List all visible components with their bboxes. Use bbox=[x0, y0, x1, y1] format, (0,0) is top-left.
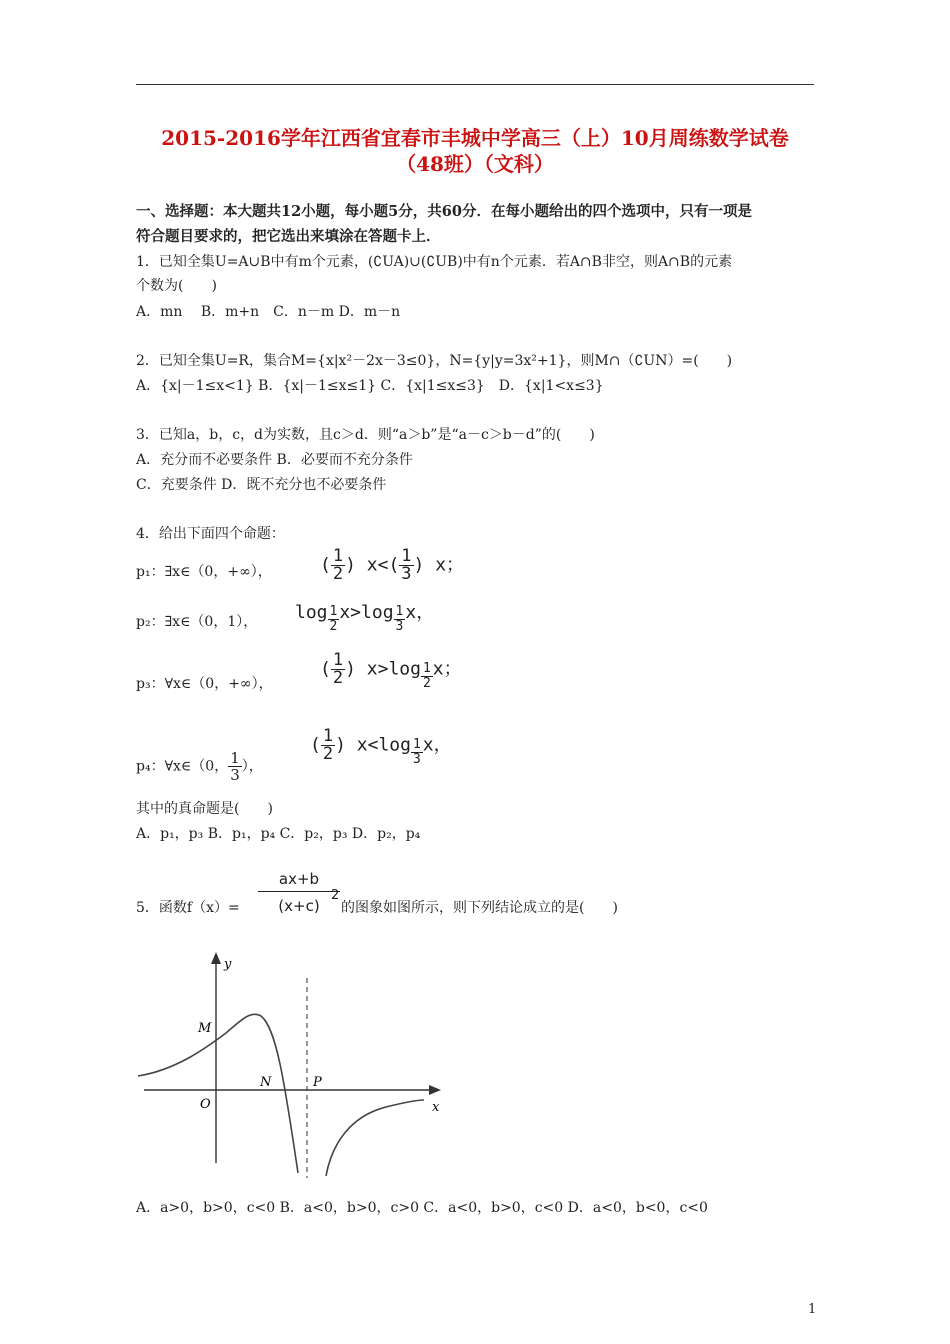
curve-left-branch bbox=[138, 1014, 298, 1173]
q3-options-ab: A．充分而不必要条件 B．必要而不充分条件 bbox=[136, 452, 413, 468]
q5-options: A．a>0，b>0，c<0 B．a<0，b>0，c>0 C．a<0，b>0，c<0 D．a<0，b<0，c<0 bbox=[136, 1200, 708, 1216]
q4-options: A．p₁，p₃ B．p₁，p₄ C．p₂，p₃ D．p₂，p₄ bbox=[136, 826, 421, 842]
q3-stem: 3．已知a，b，c，d为实数，且c＞d．则“a＞b”是“a－c＞b－d”的( ) bbox=[136, 427, 595, 443]
q5-prefix: 5．函数f（x）= bbox=[136, 900, 240, 916]
label-x: x bbox=[432, 1100, 440, 1115]
q1-stem-line1: 1．已知全集U=A∪B中有m个元素，(∁UA)∪(∁UB)中有n个元素．若A∩B非空，则A∩B的元素 bbox=[136, 254, 733, 270]
q4-p4-label-start: p₄：∀x∈（0， $\frac{1}{3}$ ）， bbox=[136, 749, 263, 784]
section-heading-line2: 符合题目要求的，把它选出来填涂在答题卡上． bbox=[136, 228, 441, 245]
q5-exponent: 2 bbox=[331, 888, 340, 903]
q2-options: A．{x|－1≤x<1} B．{x|－1≤x≤1} C．{x|1≤x≤3} D．{x|1<x≤3} bbox=[136, 378, 604, 394]
paper-title-line2: （48班）（文科） bbox=[396, 152, 554, 176]
curve-right-branch bbox=[326, 1100, 424, 1176]
q5-suffix: 的图象如图所示，则下列结论成立的是( ) bbox=[341, 900, 618, 916]
label-y: y bbox=[224, 957, 232, 972]
section-heading-line1: 一、选择题：本大题共12小题，每小题5分，共60分．在每小题给出的四个选项中，只有一项是 bbox=[136, 203, 752, 220]
function-graph bbox=[136, 948, 456, 1188]
paper-title-line1: 2015-2016学年江西省宜春市丰城中学高三（上）10月周练数学试卷 bbox=[161, 126, 789, 150]
label-p: P bbox=[313, 1075, 322, 1090]
label-m: M bbox=[198, 1021, 212, 1036]
q5-denominator: (x+c) bbox=[278, 897, 320, 915]
q4-stem: 4．给出下面四个命题： bbox=[136, 526, 285, 542]
q4-p2-label: p₂：∃x∈（0，1）， bbox=[136, 614, 258, 630]
q4-answer-prompt: 其中的真命题是( ) bbox=[136, 801, 273, 817]
label-n: N bbox=[260, 1075, 272, 1090]
q4-p1-label: p₁：∃x∈（0，+∞）， bbox=[136, 564, 272, 580]
q4-p3-expression: ( $\frac{1}{2}$ ) x>log $\frac{1}{2}$ x； bbox=[320, 650, 462, 691]
q1-options: A．mn B．m+n C．n－m D．m－n bbox=[136, 304, 401, 320]
q4-p2-expression: log $\frac{1}{2}$ x>log $\frac{1}{3}$ x， bbox=[295, 602, 435, 634]
q5-numerator: ax+b bbox=[258, 870, 340, 892]
label-origin: O bbox=[200, 1097, 211, 1112]
q1-stem-line2: 个数为( ) bbox=[136, 278, 217, 294]
y-axis-arrow bbox=[211, 952, 221, 964]
q2-stem: 2．已知全集U=R，集合M={x|x²－2x－3≤0}，N={y|y=3x²+1}，则M∩（∁UN）=( ) bbox=[136, 353, 733, 369]
q3-options-cd: C．充要条件 D．既不充分也不必要条件 bbox=[136, 477, 387, 493]
q4-p3-label: p₃：∀x∈（0，+∞）， bbox=[136, 676, 273, 692]
page-number: 1 bbox=[808, 1302, 817, 1317]
header-rule bbox=[136, 84, 814, 85]
x-axis-arrow bbox=[429, 1085, 441, 1095]
q4-p1-expression: ( $\frac{1}{2}$ ) x<( $\frac{1}{3}$ ) x； bbox=[320, 546, 465, 584]
q4-p4-expression: ( $\frac{1}{2}$ ) x<log $\frac{1}{3}$ x， bbox=[310, 726, 452, 767]
q5-fraction bbox=[258, 870, 340, 915]
